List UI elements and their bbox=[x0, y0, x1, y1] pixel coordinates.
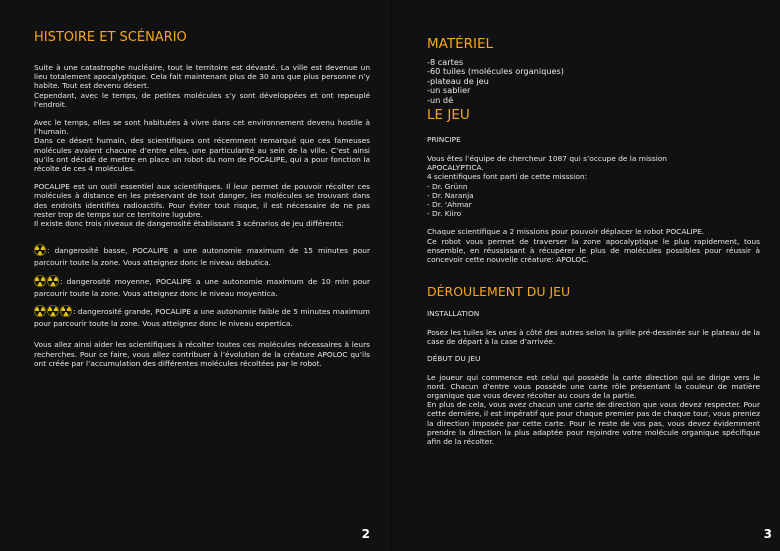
radiation-icon bbox=[60, 305, 72, 317]
title-materiel: MATÉRIEL bbox=[427, 36, 494, 52]
text-line: - Dr. ‘Ahmar bbox=[427, 200, 472, 210]
radiation-icon-group bbox=[34, 275, 60, 289]
title-histoire: HISTOIRE ET SCÉNARIO bbox=[34, 30, 187, 45]
principe-block bbox=[427, 154, 760, 218]
text-line: Vous êtes l’équipe de chercheur 1087 qui s’occupe de la mission bbox=[427, 154, 667, 164]
danger-level-text: : dangerosité basse, POCALIPE a une autonomie maximum de 15 minutes pour parcourir toute la zone. Vous atteignez donc le niveau debutica. bbox=[34, 246, 370, 268]
radiation-icon bbox=[34, 244, 46, 256]
list-item: -un dé bbox=[427, 94, 454, 105]
text-line: - Dr. Kiiro bbox=[427, 209, 462, 219]
danger-level-text: : dangerosité moyenne, POCALIPE a une autonomie maximum de 10 min pour parcourir toute la zone. Vous atteignez donc le niveau moyentica. bbox=[34, 276, 370, 298]
radiation-icon-group bbox=[34, 244, 47, 258]
danger-level-1 bbox=[34, 244, 370, 267]
subtitle-principe: PRINCIPE bbox=[427, 135, 461, 145]
radiation-icon bbox=[34, 305, 46, 317]
paragraph: Suite à une catastrophe nucléaire, tout le territoire est dévasté. La ville est devenue un lieu totalement apocalyptique. Cela fait maintenant plus de 30 ans que plus personne n’y habite. Tout est devenu désert. bbox=[34, 63, 370, 91]
list-item: -8 cartes bbox=[427, 57, 464, 67]
subtitle-installation: INSTALLATION bbox=[427, 309, 480, 319]
paragraph: POCALIPE est un outil essentiel aux scientifiques. Il leur permet de pouvoir récolter ces molécules à distance en les préservant de tout danger, les molécules se trouvant dans des endroits identifiés radioactifs. Pour éviter tout risque, il est nécessaire de ne pas rester trop de temps sur ce territoire lugubre. bbox=[34, 182, 370, 219]
title-le-jeu: LE JEU bbox=[427, 107, 470, 124]
page-number: 2 bbox=[361, 527, 370, 541]
paragraph: Posez les tuiles les unes à côté des autres selon la grille pré-dessinée sur le plateau de la case de départ à la case d’arrivée. bbox=[427, 328, 760, 347]
danger-level-2 bbox=[34, 275, 370, 298]
paragraph: Vous allez ainsi aider les scientifiques à récolter toutes ces molécules nécessaires à leurs recherches. Pour ce faire, vous allez contribuer à l’évolution de la créature APOLOC qu’ils ont créée par l’accumulation des différentes molécules récoltées par le robot. bbox=[34, 340, 370, 368]
list-item: -plateau de jeu bbox=[427, 75, 489, 86]
danger-level-3 bbox=[34, 305, 370, 328]
text-line: 4 scientifiques font parti de cette misssion: bbox=[427, 172, 588, 182]
text-line: - Dr. Grünn bbox=[427, 181, 468, 191]
title-deroulement: DÉROULEMENT DU JEU bbox=[427, 284, 571, 300]
radiation-icon-group bbox=[34, 305, 73, 319]
danger-level-text: : dangerosité grande, POCALIPE a une autonomie faible de 5 minutes maximum pour parcourir toute la zone. Vous atteignez donc le niveau expertica. bbox=[34, 307, 370, 329]
paragraph: En plus de cela, vous avez chacun une carte de direction que vous devez respecter. Pour cette dernière, il est impératif que pour chaque premier pas de chaque tour, vous preniez la direction imposée par cette carte. Pour le reste de vos pas, vous devez évidemment prendre la direction la plus adaptée pour rejoindre votre molécule organique spécifique afin de la récolter. bbox=[427, 400, 760, 447]
text-line: APOCALYPTICA. bbox=[427, 163, 484, 173]
list-item: -un sablier bbox=[427, 85, 471, 96]
subtitle-debut: DÉBUT DU JEU bbox=[427, 353, 481, 363]
radiation-icon bbox=[47, 305, 59, 317]
text-line: - Dr. Naranja bbox=[427, 190, 474, 200]
paragraph: Cependant, avec le temps, de petites molécules s’y sont développées et ont repeuplé l’endroit. bbox=[34, 90, 370, 109]
paragraph: Avec le temps, elles se sont habituées à vivre dans cet environnement devenu hostile à l’humain. bbox=[34, 118, 370, 137]
paragraph: Le joueur qui commence est celui qui possède la carte direction qui se dirige vers le nord. Chacun d’entre vous possède une carte rôle présentant la couleur de matière organique que vous devez récolter au cours de la partie. bbox=[427, 372, 760, 401]
paragraph: Dans ce désert humain, des scientifiques ont récemment remarqué que ces fameuses molécules avaient chacune d’entre elles, une particularité au sein de la ville. C’est ainsi qu’ils ont décidé de mettre en place un robot du nom de POCALIPE, qui a pour fonction la récolte de ces 4 molécules. bbox=[34, 136, 370, 174]
radiation-icon bbox=[34, 275, 46, 287]
paragraph: Ce robot vous permet de traverser la zone apocalyptique le plus rapidement, tous ensemble, en réussissant à récupérer le plus de molécules possibles pour réussir à concevoir cette nouvelle créature: APOLOC. bbox=[427, 236, 760, 265]
list-item: -60 tuiles (molécules organiques) bbox=[427, 66, 564, 77]
page-right bbox=[390, 0, 780, 551]
paragraph: Il existe donc trois niveaux de dangerosité établissant 3 scénarios de jeu différents: bbox=[34, 219, 344, 229]
materiel-list bbox=[427, 58, 760, 105]
radiation-icon bbox=[47, 275, 59, 287]
paragraph: Chaque scientifique a 2 missions pour pouvoir déplacer le robot POCALIPE. bbox=[427, 227, 705, 237]
page-number: 3 bbox=[763, 527, 772, 541]
